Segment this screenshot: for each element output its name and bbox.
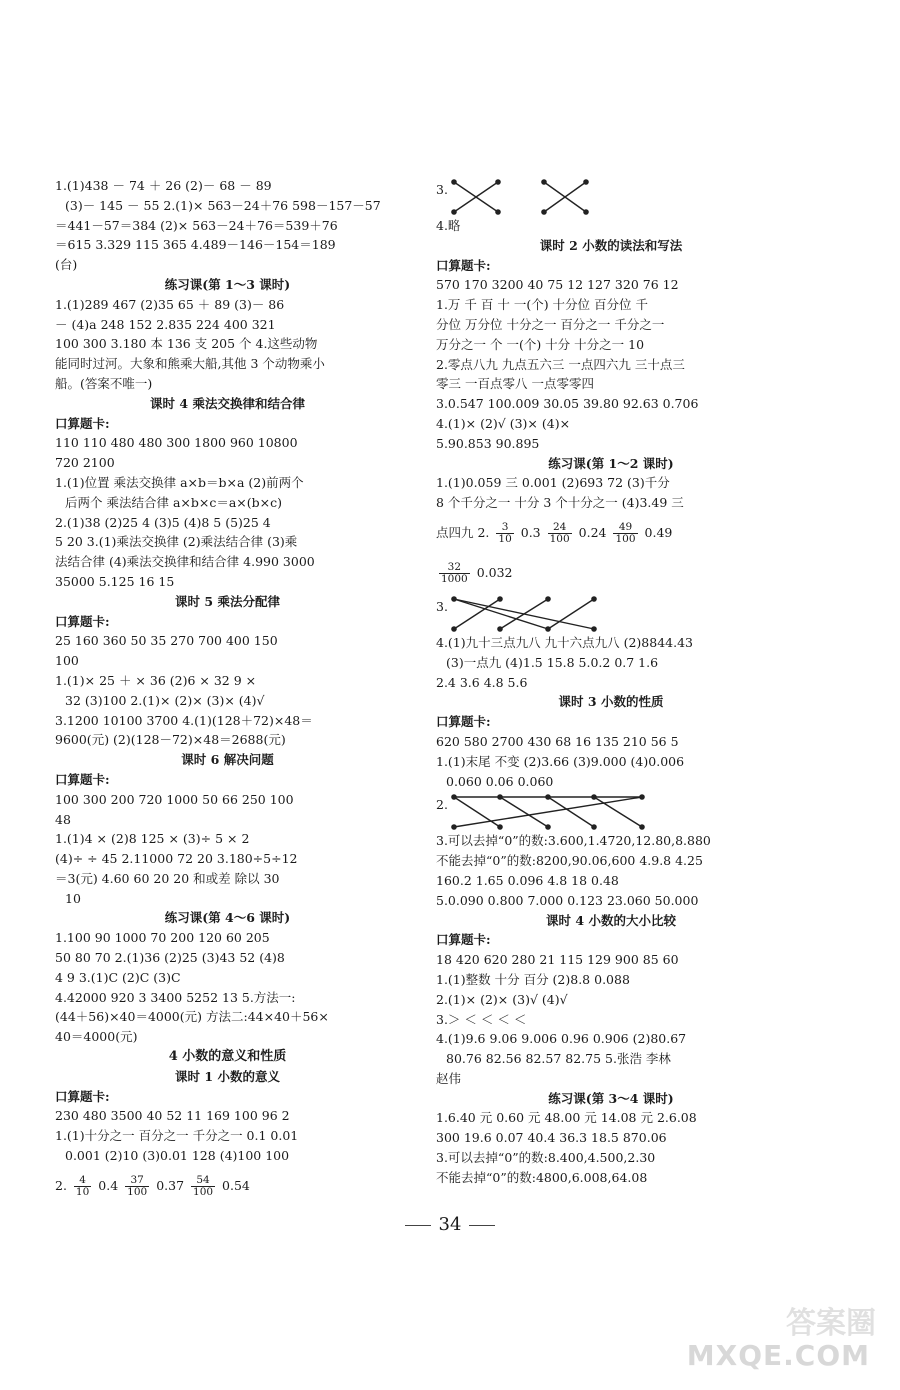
numerator: 4 xyxy=(74,1175,91,1187)
answer-line: 0.060 0.06 0.060 xyxy=(446,773,554,789)
answer-line: 3.可以去掉“0”的数:8.400,4.500,2.30 xyxy=(436,1150,656,1166)
mental-math-card-label: 口算题卡: xyxy=(55,613,110,629)
answer-line: 1.6.40 元 0.60 元 48.00 元 14.08 元 2.6.08 xyxy=(436,1110,697,1126)
fraction xyxy=(74,1175,91,1198)
fraction xyxy=(191,1175,215,1198)
answer-line: 3.1200 10100 3700 4.(1)(128＋72)×48＝ xyxy=(55,712,313,728)
answer-line: 230 480 3500 40 52 11 169 100 96 2 xyxy=(55,1108,290,1124)
answer-line: ＝615 3.329 115 365 4.489－146－154＝189 xyxy=(55,237,336,253)
answer-line: 零三 一百点零八 一点零零四 xyxy=(436,376,594,392)
fraction-answer-line xyxy=(436,513,786,553)
answer-line: 分位 万分位 十分之一 百分之一 千分之一 xyxy=(436,316,665,332)
denominator: 10 xyxy=(498,532,512,545)
matching-diagram-2 xyxy=(436,593,786,633)
answer-line: 不能去掉“0”的数:4800,6.008,64.08 xyxy=(436,1169,648,1185)
mental-math-card-label: 口算题卡: xyxy=(55,1088,110,1104)
fraction-answer-line xyxy=(436,553,786,593)
answer-line: 1.(1)位置 乘法交换律 a×b＝b×a (2)前两个 xyxy=(55,474,304,490)
connecting-lines-diagram xyxy=(436,593,636,633)
answer-line: 48 xyxy=(55,811,71,827)
answer-line: (台) xyxy=(55,257,78,273)
decimal-value: 0.49 xyxy=(644,524,673,540)
answer-line: (4)÷ ÷ 45 2.11000 72 20 3.180÷5÷12 xyxy=(55,851,298,867)
page-number xyxy=(0,1214,900,1235)
answer-line: 100 300 3.180 本 136 支 205 个 4.这些动物 xyxy=(55,336,318,352)
answer-line: 1.万 千 百 十 一(个) 十分位 百分位 千 xyxy=(436,297,648,313)
answer-line: 法结合律 (4)乘法交换律和结合律 4.990 3000 xyxy=(55,554,315,570)
answer-line: 3.＞ ＜ ＜ ＜ ＜ xyxy=(436,1011,527,1027)
answer-line: 3.0.547 100.009 30.05 39.80 92.63 0.706 xyxy=(436,396,699,412)
answer-number: 2. xyxy=(436,797,448,813)
fraction xyxy=(125,1175,149,1198)
answer-line: 5.0.090 0.800 7.000 0.123 23.060 50.000 xyxy=(436,892,699,908)
answer-line: ＝3(元) 4.60 60 20 20 和或差 除以 30 xyxy=(55,870,280,886)
decimal-value: 0.3 xyxy=(520,524,541,540)
answer-line: 4.(1)9.6 9.06 9.006 0.96 0.906 (2)80.67 xyxy=(436,1031,687,1047)
chapter-heading: 4 小数的意义和性质 xyxy=(168,1049,287,1065)
left-column xyxy=(55,176,400,1206)
watermark xyxy=(686,1306,886,1382)
denominator: 100 xyxy=(615,532,636,545)
answer-line: 570 170 3200 40 75 12 127 320 76 12 xyxy=(436,277,679,293)
answer-line: 300 19.6 0.07 40.4 36.3 18.5 870.06 xyxy=(436,1130,667,1146)
answer-line: 720 2100 xyxy=(55,455,115,471)
answer-line: － (4)a 248 152 2.835 224 400 321 xyxy=(55,316,276,332)
answer-line: 8 个千分之一 十分 3 个十分之一 (4)3.49 三 xyxy=(436,495,684,511)
answer-line: 1.(1)4 × (2)8 125 × (3)÷ 5 × 2 xyxy=(55,831,250,847)
answer-line: ＝441－57＝384 (2)× 563－24＋76＝539＋76 xyxy=(55,217,338,233)
numerator: 54 xyxy=(191,1175,215,1187)
answer-line: 1.(1)289 467 (2)35 65 ＋ 89 (3)－ 86 xyxy=(55,296,285,312)
numerator: 49 xyxy=(613,522,637,534)
answer-line: 80.76 82.56 82.57 82.75 5.张浩 李林 xyxy=(446,1051,671,1067)
answer-line: 32 (3)100 2.(1)× (2)× (3)× (4)√ xyxy=(65,692,265,708)
answer-line: 2.(1)38 (2)25 4 (3)5 (4)8 5 (5)25 4 xyxy=(55,514,271,530)
answer-line: 3.可以去掉“0”的数:3.600,1.4720,12.80,8.880 xyxy=(436,833,711,849)
answer-line: 160.2 1.65 0.096 4.8 18 0.48 xyxy=(436,872,619,888)
answer-line: 1.(1)末尾 不变 (2)3.66 (3)9.000 (4)0.006 xyxy=(436,753,685,769)
answer-line: 25 160 360 50 35 270 700 400 150 xyxy=(55,633,278,649)
answer-line: 1.(1)0.059 三 0.001 (2)693 72 (3)千分 xyxy=(436,475,670,491)
answer-line: 1.(1)438 － 74 ＋ 26 (2)－ 68 － 89 xyxy=(55,178,272,193)
section-heading: 课时 3 小数的性质 xyxy=(558,694,664,710)
answer-line: 35000 5.125 16 15 xyxy=(55,573,175,589)
page-number-text: 34 xyxy=(438,1214,462,1235)
answer-text: 点四九 2. xyxy=(436,524,490,540)
section-heading: 课时 6 解决问题 xyxy=(181,752,274,768)
answer-line: 9600(元) (2)(128－72)×48＝2688(元) xyxy=(55,732,286,748)
answer-line: 100 xyxy=(55,653,79,669)
answer-line: (44＋56)×40＝4000(元) 方法二:44×40＋56× xyxy=(55,1009,329,1025)
fraction-answer-line xyxy=(55,1166,400,1206)
denominator: 10 xyxy=(75,1185,90,1198)
answer-line: 4.(1)九十三点九八 九十六点九八 (2)8844.43 xyxy=(436,634,693,650)
section-heading: 课时 4 乘法交换律和结合律 xyxy=(150,395,305,411)
answer-line: 能同时过河。大象和熊乘大船,其他 3 个动物乘小 xyxy=(55,356,325,372)
denominator: 100 xyxy=(549,532,570,545)
section-heading: 练习课(第 1～2 课时) xyxy=(548,455,674,471)
decimal-value: 0.54 xyxy=(222,1177,250,1193)
answer-number: 2. xyxy=(55,1177,67,1193)
answer-line: 2.(1)× (2)× (3)√ (4)√ xyxy=(436,991,568,1007)
answer-line: 船。(答案不唯一) xyxy=(55,375,153,391)
answer-line: 2.4 3.6 4.8 5.6 xyxy=(436,674,528,690)
watermark-url: MXQE.COM xyxy=(686,1339,870,1372)
watermark-brand: 答案圈 xyxy=(786,1306,876,1341)
answer-line: 40＝4000(元) xyxy=(55,1029,138,1045)
answer-number: 3. xyxy=(436,598,448,614)
answer-line: 2.零点八九 九点五六三 一点四六九 三十点三 xyxy=(436,356,685,372)
decimal-value: 0.4 xyxy=(98,1177,119,1193)
denominator: 100 xyxy=(193,1185,214,1198)
section-heading: 练习课(第 4～6 课时) xyxy=(164,910,291,926)
answer-line: 后两个 乘法结合律 a×b×c＝a×(b×c) xyxy=(65,494,283,510)
section-heading: 课时 5 乘法分配律 xyxy=(175,593,280,609)
answer-line: 620 580 2700 430 68 16 135 210 56 5 xyxy=(436,733,679,749)
section-heading: 课时 2 小数的读法和写法 xyxy=(539,237,683,253)
numerator: 37 xyxy=(125,1175,149,1187)
answer-line: 100 300 200 720 1000 50 66 250 100 xyxy=(55,791,294,807)
answer-line: 110 110 480 480 300 1800 960 10800 xyxy=(55,435,298,451)
matching-diagram-3 xyxy=(436,791,786,831)
answer-line: 1.(1)× 25 ＋ × 36 (2)6 × 32 9 × xyxy=(55,672,257,688)
mental-math-card-label: 口算题卡: xyxy=(436,714,491,730)
mental-math-card-label: 口算题卡: xyxy=(436,932,491,948)
section-heading: 练习课(第 3～4 课时) xyxy=(548,1090,674,1106)
denominator: 100 xyxy=(127,1185,148,1198)
fraction xyxy=(439,562,470,585)
answer-line: 万分之一 个 一(个) 十分 十分之一 10 xyxy=(436,336,645,352)
section-heading: 课时 1 小数的意义 xyxy=(175,1068,280,1084)
answer-line: 50 80 70 2.(1)36 (2)25 (3)43 52 (4)8 xyxy=(55,950,285,966)
connecting-lines-diagram xyxy=(436,791,756,831)
answer-line: 4.(1)× (2)√ (3)× (4)× xyxy=(436,415,571,431)
numerator: 24 xyxy=(548,522,572,534)
answer-line: 5.90.853 90.895 xyxy=(436,435,540,451)
decimal-value: 0.24 xyxy=(578,524,607,540)
section-heading: 练习课(第 1～3 课时) xyxy=(164,276,291,292)
numerator: 32 xyxy=(439,562,470,574)
answer-line: 4.42000 920 3 3400 5252 13 5.方法一: xyxy=(55,989,296,1005)
answer-line: 10 xyxy=(65,890,81,906)
answer-line: 赵伟 xyxy=(436,1070,462,1086)
answer-line: (3)－ 145 － 55 2.(1)× 563－24＋76 598－157－57 xyxy=(65,197,381,213)
mental-math-card-label: 口算题卡: xyxy=(55,771,110,787)
decimal-value: 0.032 xyxy=(476,564,513,580)
right-column xyxy=(436,176,786,1188)
answer-line: 1.(1)十分之一 百分之一 千分之一 0.1 0.01 xyxy=(55,1128,299,1144)
matching-diagram-1 xyxy=(436,176,786,216)
denominator: 1000 xyxy=(441,572,468,585)
cross-lines-diagram xyxy=(436,176,596,216)
answer-line: 18 420 620 280 21 115 129 900 85 60 xyxy=(436,952,679,968)
answer-line: 1.(1)整数 十分 百分 (2)8.8 0.088 xyxy=(436,971,630,987)
fraction xyxy=(613,522,637,545)
mental-math-card-label: 口算题卡: xyxy=(436,257,491,273)
answer-line: (3)一点九 (4)1.5 15.8 5.0.2 0.7 1.6 xyxy=(446,654,659,670)
answer-line: 4 9 3.(1)C (2)C (3)C xyxy=(55,969,181,985)
decimal-value: 0.37 xyxy=(156,1177,185,1193)
mental-math-card-label: 口算题卡: xyxy=(55,415,110,431)
numerator: 3 xyxy=(496,522,513,534)
section-heading: 课时 4 小数的大小比较 xyxy=(546,912,676,928)
answer-number: 3. xyxy=(436,182,448,197)
answer-line: 5 20 3.(1)乘法交换律 (2)乘法结合律 (3)乘 xyxy=(55,534,298,550)
fraction xyxy=(548,522,572,545)
answer-line: 1.100 90 1000 70 200 120 60 205 xyxy=(55,930,270,946)
answer-line: 不能去掉“0”的数:8200,90.06,600 4.9.8 4.25 xyxy=(436,853,703,869)
fraction xyxy=(496,522,513,545)
answer-line: 0.001 (2)10 (3)0.01 128 (4)100 100 xyxy=(65,1148,290,1164)
answer-line: 4.略 xyxy=(436,218,461,233)
